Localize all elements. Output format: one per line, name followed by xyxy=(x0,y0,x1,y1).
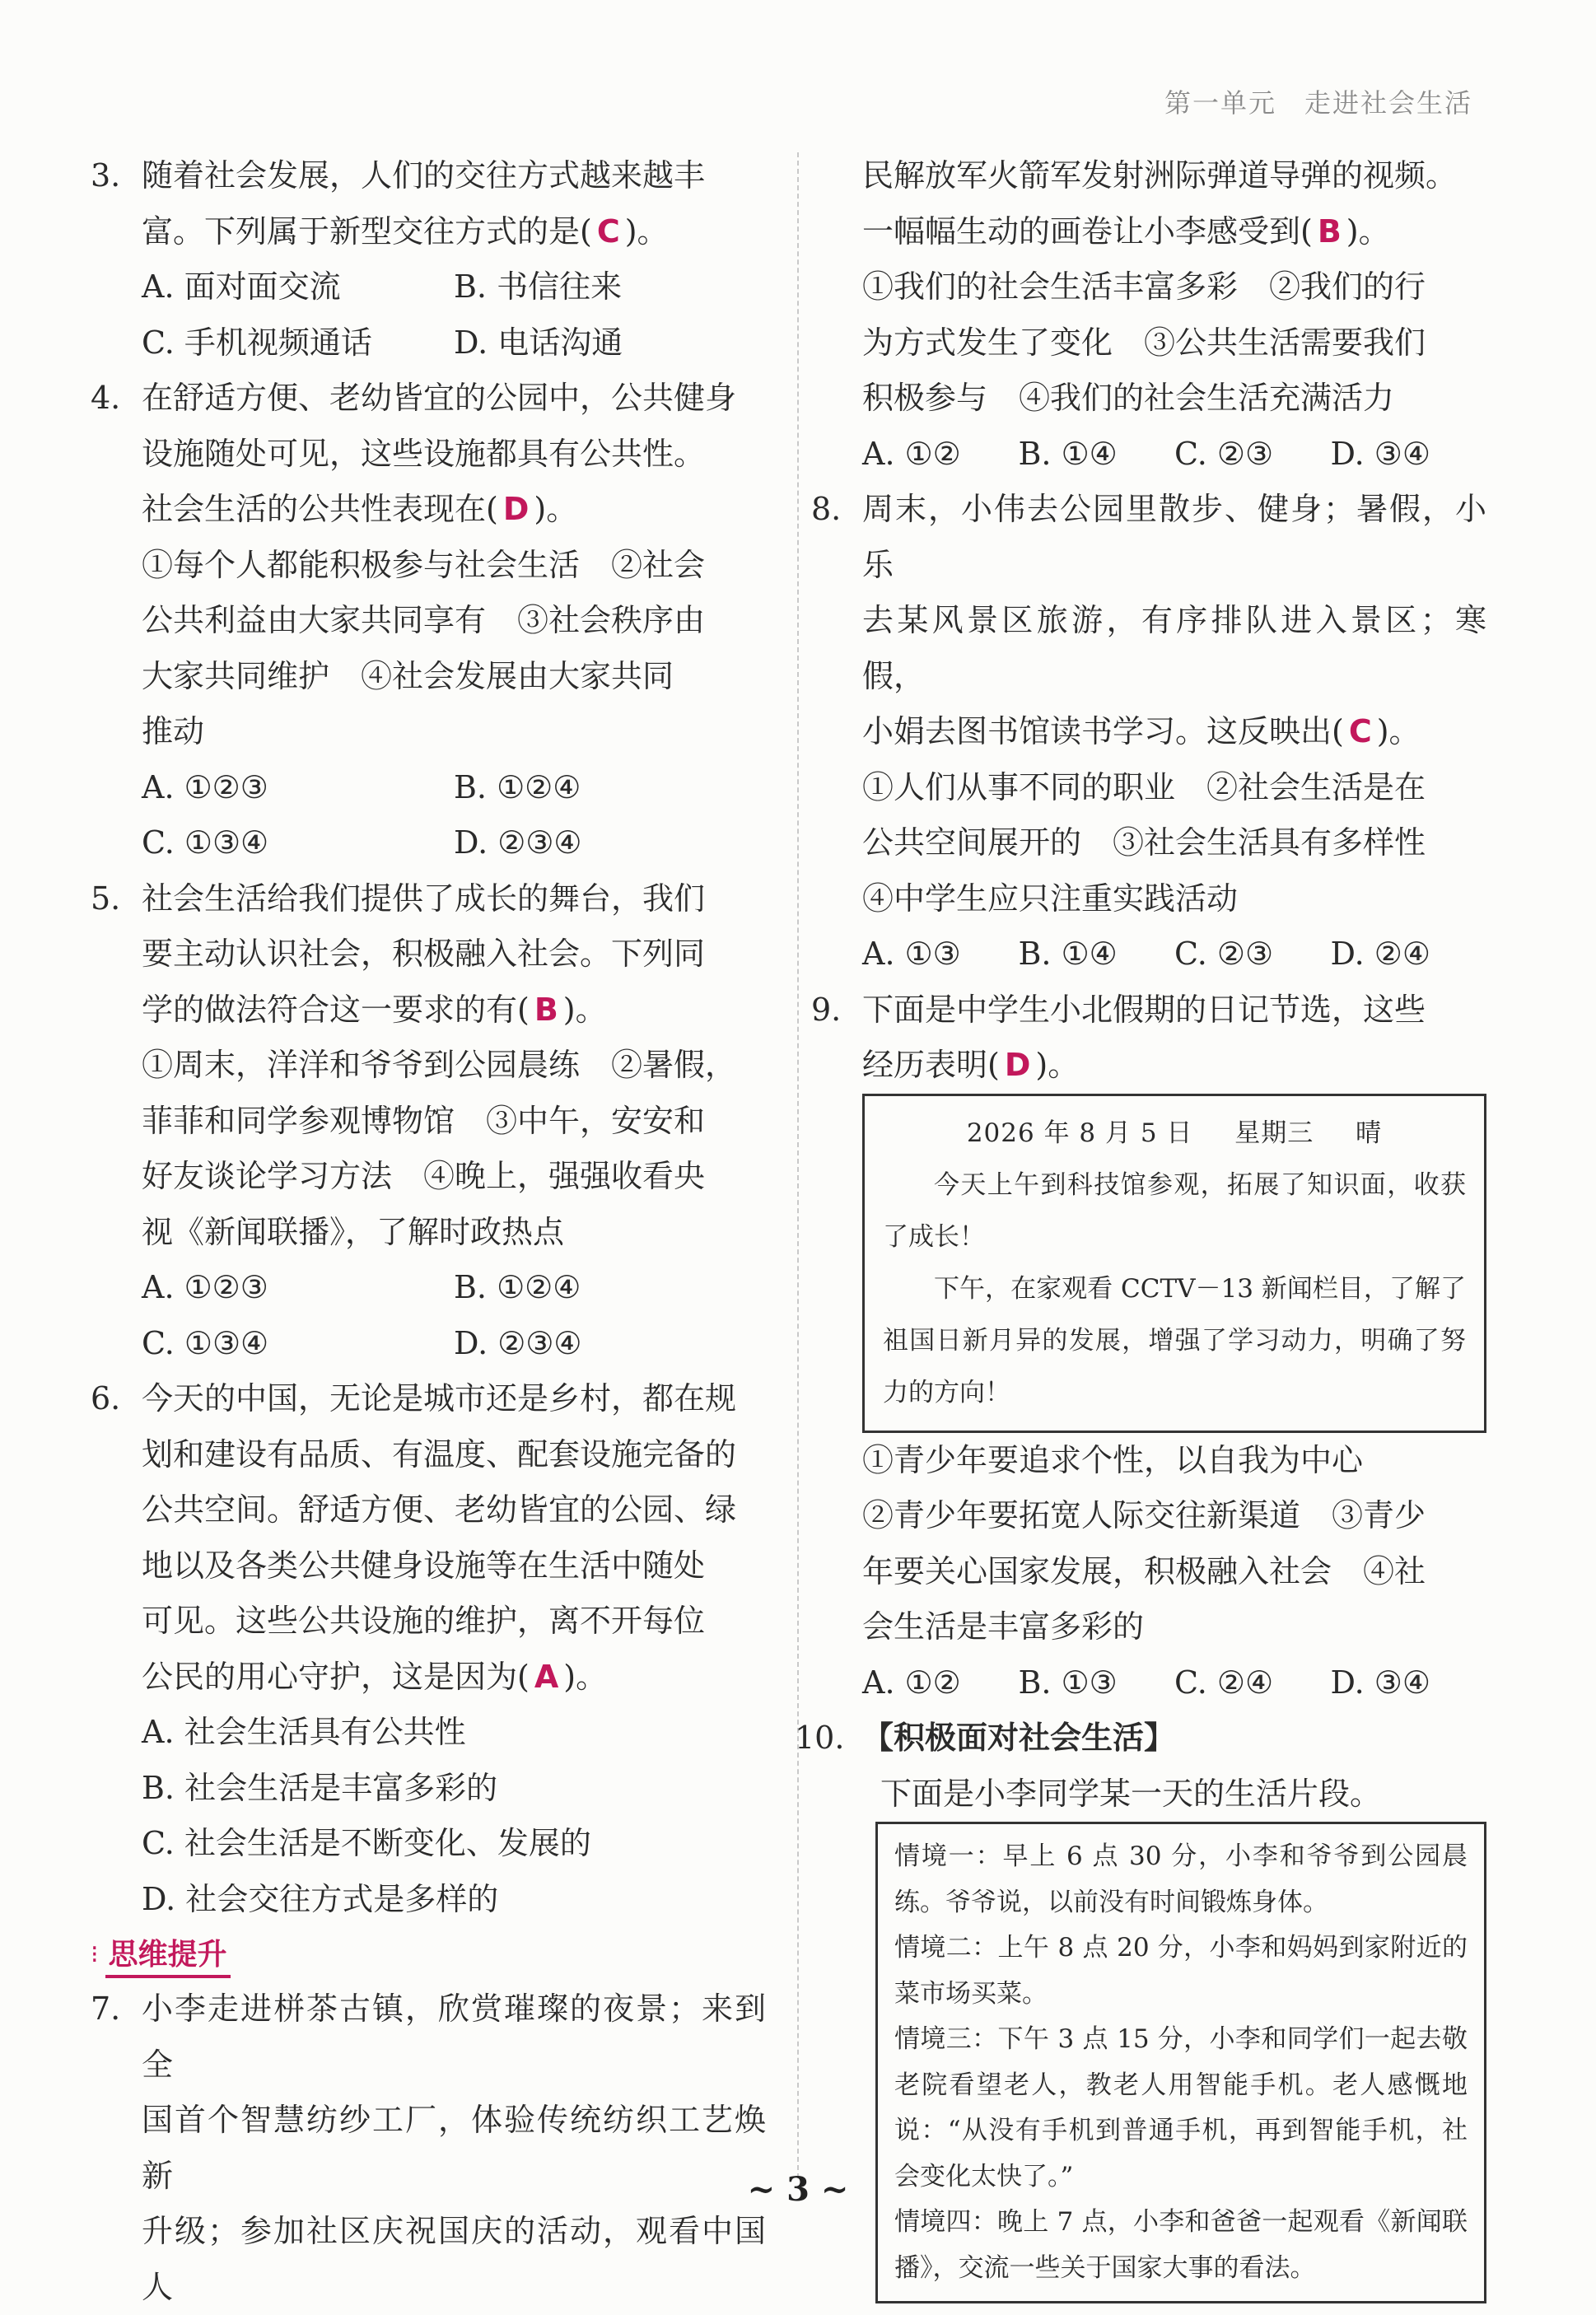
question-number: 10. xyxy=(795,1720,845,1756)
option-c: C. ①③④ xyxy=(142,824,269,861)
section-heading xyxy=(91,1927,766,1981)
statement-line: 菲菲和同学参观博物馆 ③中午，安安和 xyxy=(142,1102,706,1139)
option-c: C. ②③ xyxy=(1174,435,1274,472)
question-text: 社会生活的公共性表现在( xyxy=(142,491,498,527)
option-a: A. ①②③ xyxy=(142,768,268,805)
question-text: 设施随处可见，这些设施都具有公共性。 xyxy=(142,435,706,472)
diary-box xyxy=(862,1094,1486,1433)
scenario-box xyxy=(875,1822,1486,2303)
page-header xyxy=(1164,82,1472,120)
scenario-item: 情境四：晚上 7 点，小李和爸爸一起观看《新闻联播》，交流一些关于国家大事的看法。 xyxy=(894,2207,1468,2283)
question-text: 小李走进栟茶古镇，欣赏璀璨的夜景；来到全 xyxy=(142,1991,766,2083)
unit-title: 走进社会生活 xyxy=(1304,87,1472,119)
diary-paragraph: 今天上午到科技馆参观，拓展了知识面，收获了成长！ xyxy=(883,1169,1466,1252)
question-number: 5. xyxy=(91,880,121,917)
statement-line: ①每个人都能积极参与社会生活 ②社会 xyxy=(142,546,706,583)
statement-line: 推动 xyxy=(142,713,205,749)
statement-line: 积极参与 ④我们的社会生活充满活力 xyxy=(862,380,1395,416)
question-number: 7. xyxy=(91,1991,121,2027)
option-c: C. 社会生活是不断变化、发展的 xyxy=(142,1825,591,1861)
question-number: 9. xyxy=(811,991,842,1028)
option-a: A. ①② xyxy=(862,435,961,472)
column-divider xyxy=(797,152,799,2178)
diary-header xyxy=(883,1108,1466,1160)
question-number: 8. xyxy=(811,491,842,527)
question-text: 随着社会发展，人们的交往方式越来越丰 xyxy=(142,157,706,194)
question-text: 要主动认识社会，积极融入社会。下列同 xyxy=(142,936,706,972)
question-text: 社会生活给我们提供了成长的舞台，我们 xyxy=(142,880,706,917)
option-c: C. ①③④ xyxy=(142,1324,269,1361)
question-text: 公共空间。舒适方便、老幼皆宜的公园、绿 xyxy=(142,1491,737,1528)
scenario-item: 情境一：早上 6 点 30 分，小李和爷爷到公园晨练。爷爷说，以前没有时间锻炼身体。 xyxy=(894,1841,1468,1917)
left-column xyxy=(91,148,766,2315)
statement-line: ④中学生应只注重实践活动 xyxy=(862,880,1239,917)
option-a: A. 社会生活具有公共性 xyxy=(142,1714,466,1750)
question-tail: )。 xyxy=(624,212,669,250)
question-3 xyxy=(91,148,766,371)
option-a: A. ①②③ xyxy=(142,1269,268,1305)
question-text: 国首个智慧纺纱工厂，体验传统纺织工艺焕新 xyxy=(142,2102,766,2194)
question-text: 经历表明( xyxy=(862,1047,1000,1083)
page-number: ~ 3 ~ xyxy=(747,2170,849,2209)
question-9 xyxy=(811,982,1486,1711)
question-tail: )。 xyxy=(562,991,607,1028)
option-a: A. ①③ xyxy=(862,936,961,972)
statement-line: ①我们的社会生活丰富多彩 ②我们的行 xyxy=(862,268,1426,305)
answer-mark: D xyxy=(502,491,530,527)
right-column xyxy=(795,148,1486,2303)
question-7-continued xyxy=(811,148,1486,482)
question-text: 一幅幅生动的画卷让小李感受到( xyxy=(862,212,1313,250)
question-text: 公民的用心守护，这是因为( xyxy=(142,1658,530,1695)
question-6 xyxy=(91,1371,766,1927)
option-d: D. ②③④ xyxy=(454,1324,582,1361)
question-4 xyxy=(91,371,766,871)
option-b: B. 书信往来 xyxy=(454,268,623,305)
statement-line: 好友谈论学习方法 ④晚上，强强收看央 xyxy=(142,1158,706,1194)
answer-mark: D xyxy=(1004,1047,1031,1083)
question-7 xyxy=(91,1981,766,2315)
statement-line: 为方式发生了变化 ③公共生活需要我们 xyxy=(862,324,1426,361)
option-a: A. 面对面交流 xyxy=(142,268,341,305)
question-text: 去某风景区旅游，有序排队进入景区；寒假， xyxy=(862,602,1486,694)
statement-line: ①青少年要追求个性，以自我为中心 xyxy=(862,1441,1364,1478)
unit-label: 第一单元 xyxy=(1164,87,1276,119)
option-b: B. ①④ xyxy=(1018,936,1118,972)
option-c: C. 手机视频通话 xyxy=(142,324,372,361)
option-d: D. ②③④ xyxy=(454,824,582,861)
option-d: D. ③④ xyxy=(1330,435,1430,472)
question-text: 民解放军火箭军发射洲际弹道导弹的视频。 xyxy=(862,157,1458,194)
question-text: 小娟去图书馆读书学习。这反映出( xyxy=(862,713,1344,749)
answer-mark: B xyxy=(1317,212,1342,250)
statement-line: 视《新闻联播》，了解时政热点 xyxy=(142,1213,565,1250)
statement-line: 公共空间展开的 ③社会生活具有多样性 xyxy=(862,824,1426,861)
option-a: A. ①② xyxy=(862,1664,961,1701)
answer-mark: C xyxy=(596,212,620,250)
option-d: D. ③④ xyxy=(1330,1664,1430,1701)
option-b: B. ①③ xyxy=(1018,1664,1118,1701)
question-text: 在舒适方便、老幼皆宜的公园中，公共健身 xyxy=(142,380,737,416)
question-10 xyxy=(795,1711,1486,2303)
question-text: 可见。这些公共设施的维护，离不开每位 xyxy=(142,1603,706,1639)
question-5 xyxy=(91,871,766,1372)
statement-line: ①周末，洋洋和爷爷到公园晨练 ②暑假， xyxy=(142,1047,737,1083)
option-b: B. ①④ xyxy=(1018,435,1118,472)
statement-line: ①人们从事不同的职业 ②社会生活是在 xyxy=(862,768,1426,805)
option-b: B. ①②④ xyxy=(454,1269,581,1305)
option-b: B. ①②④ xyxy=(454,768,581,805)
option-b: B. 社会生活是丰富多彩的 xyxy=(142,1769,498,1806)
scenario-item: 情境二：上午 8 点 20 分，小李和妈妈到家附近的菜市场买菜。 xyxy=(894,1933,1468,2009)
option-c: C. ②③ xyxy=(1174,936,1274,972)
answer-mark: A xyxy=(534,1658,559,1695)
question-text: 地以及各类公共健身设施等在生活中随处 xyxy=(142,1547,706,1584)
question-tail: )。 xyxy=(534,491,578,527)
question-text: 学的做法符合这一要求的有( xyxy=(142,991,530,1028)
question-text: 下面是中学生小北假期的日记节选，这些 xyxy=(862,991,1426,1028)
question-intro: 下面是小李同学某一天的生活片段。 xyxy=(880,1775,1382,1812)
statement-line: 会生活是丰富多彩的 xyxy=(862,1608,1145,1645)
question-number: 3. xyxy=(91,157,121,194)
diary-weather: 晴 xyxy=(1356,1118,1383,1148)
option-d: D. 电话沟通 xyxy=(454,324,623,361)
answer-mark: B xyxy=(534,991,558,1028)
scenario-item: 情境三：下午 3 点 15 分，小李和同学们一起去敬老院看望老人，教老人用智能手机。老人感慨地说：“从没有手机到普通手机，再到智能手机，社会变化太快了。” xyxy=(894,2024,1468,2191)
question-text: 升级；参加社区庆祝国庆的活动，观看中国人 xyxy=(142,2213,766,2305)
option-d: D. 社会交往方式是多样的 xyxy=(142,1880,499,1917)
diary-weekday: 星期三 xyxy=(1234,1118,1314,1148)
question-tail: )。 xyxy=(1346,212,1390,250)
bullet-dots-icon: ⁝ xyxy=(91,1939,99,1969)
question-text: 划和建设有品质、有温度、配套设施完备的 xyxy=(142,1435,737,1473)
option-c: C. ②④ xyxy=(1174,1664,1274,1701)
diary-paragraph: 下午，在家观看 CCTV－13 新闻栏目，了解了祖国日新月异的发展，增强了学习动力，明确了努力的方向！ xyxy=(883,1273,1466,1407)
answer-mark: C xyxy=(1348,713,1372,749)
diary-date: 2026 年 8 月 5 日 xyxy=(966,1118,1193,1148)
question-tail: )。 xyxy=(1035,1047,1080,1083)
question-text: 富。下列属于新型交往方式的是( xyxy=(142,212,592,250)
question-text: 周末，小伟去公园里散步、健身；暑假，小乐 xyxy=(862,491,1486,583)
question-title: 【积极面对社会生活】 xyxy=(862,1720,1176,1756)
option-d: D. ②④ xyxy=(1330,936,1430,972)
statement-line: 年要关心国家发展，积极融入社会 ④社 xyxy=(862,1552,1426,1589)
section-title: 思维提升 xyxy=(105,1931,231,1978)
question-tail: )。 xyxy=(563,1658,608,1695)
question-text: 今天的中国，无论是城市还是乡村，都在规 xyxy=(142,1380,737,1417)
question-tail: )。 xyxy=(1376,713,1421,749)
question-number: 4. xyxy=(91,380,121,416)
statement-line: ②青少年要拓宽人际交往新渠道 ③青少 xyxy=(862,1497,1426,1533)
question-number: 6. xyxy=(91,1380,121,1417)
statement-line: 公共利益由大家共同享有 ③社会秩序由 xyxy=(142,602,706,638)
question-8 xyxy=(811,482,1486,982)
statement-line: 大家共同维护 ④社会发展由大家共同 xyxy=(142,657,674,694)
